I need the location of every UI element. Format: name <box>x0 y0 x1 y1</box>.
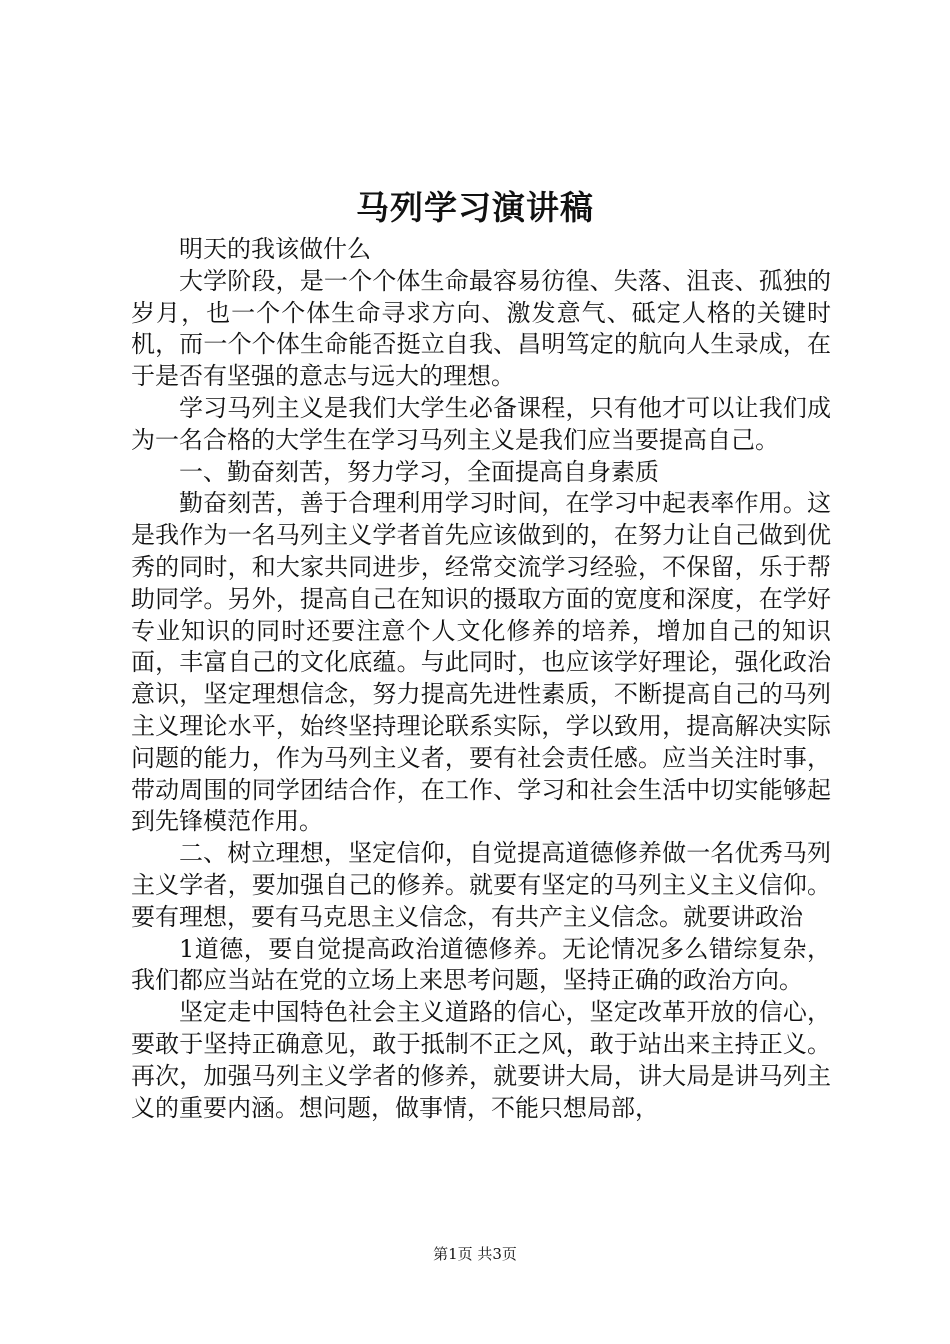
document-title: 马列学习演讲稿 <box>356 188 594 227</box>
paragraph: 坚定走中国特色社会主义道路的信心，坚定改革开放的信心，要敢于坚持正确意见，敢于抵制不正之风，敢于站出来主持正义。再次，加强马列主义学者的修养，就要讲大局，讲大局是讲马列主义的重要内涵。想问题，做事情，不能只想局部， <box>131 998 831 1122</box>
paragraph-subtitle: 明天的我该做什么 <box>179 235 371 263</box>
document-body <box>131 234 831 1124</box>
page-number-footer: 第1页 共3页 <box>433 1245 517 1263</box>
paragraph: 勤奋刻苦，善于合理利用学习时间，在学习中起表率作用。这是我作为一名马列主义学者首先应该做到的，在努力让自己做到优秀的同时，和大家共同进步，经常交流学习经验，不保留，乐于帮助同学。另外，提高自己在知识的摄取方面的宽度和深度，在学好专业知识的同时还要注意个人文化修养的培养，增加自己的知识面，丰富自己的文化底蕴。与此同时，也应该学好理论，强化政治意识，坚定理想信念，努力提高先进性素质，不断提高自己的马列主义理论水平，始终坚持理论联系实际，学以致用，提高解决实际问题的能力，作为马列主义者，要有社会责任感。应当关注时事，带动周围的同学团结合作，在工作、学习和社会生活中切实能够起到先锋模范作用。 <box>131 489 831 836</box>
section-heading-1: 一、勤奋刻苦，努力学习，全面提高自身素质 <box>179 457 659 486</box>
paragraph: 学习马列主义是我们大学生必备课程，只有他才可以让我们成为一名合格的大学生在学习马列主义是我们应当要提高自己。 <box>131 393 831 454</box>
section-heading-2: 二、树立理想，坚定信仰，自觉提高道德修养做一名优秀马列主义学者，要加强自己的修养。就要有坚定的马列主义主义信仰。要有理想，要有马克思主义信念，有共产主义信念。就要讲政治 <box>131 839 831 931</box>
paragraph: 1道德，要自觉提高政治道德修养。无论情况多么错综复杂，我们都应当站在党的立场上来思考问题，坚持正确的政治方向。 <box>131 934 831 995</box>
paragraph-intro: 大学阶段，是一个个体生命最容易彷徨、失落、沮丧、孤独的岁月，也一个个体生命寻求方向、激发意气、砥定人格的关键时机，而一个个体生命能否挺立自我、昌明笃定的航向人生录成，在于是否有坚强的意志与远大的理想。 <box>131 266 831 391</box>
